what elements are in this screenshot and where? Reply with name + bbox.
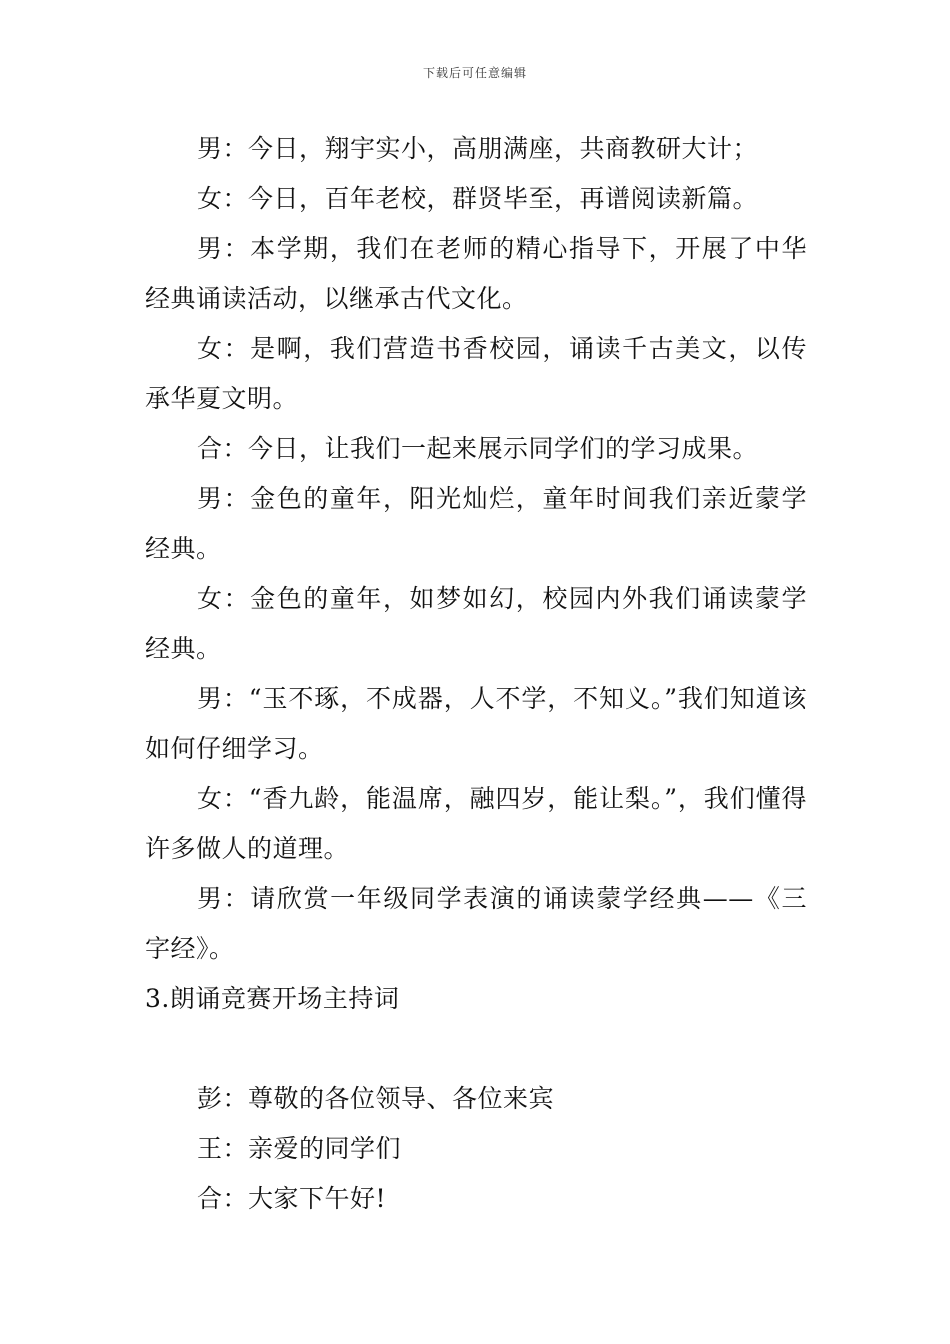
dialogue-paragraph: 王：亲爱的同学们 [197, 1134, 402, 1163]
document-body [145, 124, 807, 1224]
dialogue-paragraph: 女：是啊，我们营造书香校园，诵读千古美文，以传承华夏文明。 [145, 334, 807, 413]
section-heading: 3.朗诵竞赛开场主持词 [145, 984, 400, 1013]
dialogue-paragraph: 合：今日，让我们一起来展示同学们的学习成果。 [197, 434, 759, 463]
dialogue-paragraph: 男：请欣赏一年级同学表演的诵读蒙学经典——《三字经》。 [145, 884, 807, 963]
dialogue-paragraph: 彭：尊敬的各位领导、各位来宾 [197, 1084, 555, 1113]
dialogue-paragraph: 男：“玉不琢，不成器，人不学，不知义。”我们知道该如何仔细学习。 [145, 684, 807, 763]
spacer [145, 1024, 807, 1074]
dialogue-paragraph: 男：本学期，我们在老师的精心指导下，开展了中华经典诵读活动，以继承古代文化。 [145, 234, 807, 313]
dialogue-paragraph: 女：金色的童年，如梦如幻，校园内外我们诵读蒙学经典。 [145, 584, 807, 663]
page-header-note: 下载后可任意编辑 [422, 66, 527, 80]
dialogue-paragraph: 男：今日，翔宇实小，高朋满座，共商教研大计； [197, 134, 759, 163]
dialogue-paragraph: 女：今日，百年老校，群贤毕至，再谱阅读新篇。 [197, 184, 759, 213]
dialogue-paragraph: 男：金色的童年，阳光灿烂，童年时间我们亲近蒙学经典。 [145, 484, 807, 563]
dialogue-paragraph: 合：大家下午好! [197, 1184, 387, 1213]
dialogue-paragraph: 女：“香九龄，能温席，融四岁，能让梨。”，我们懂得许多做人的道理。 [145, 784, 807, 863]
